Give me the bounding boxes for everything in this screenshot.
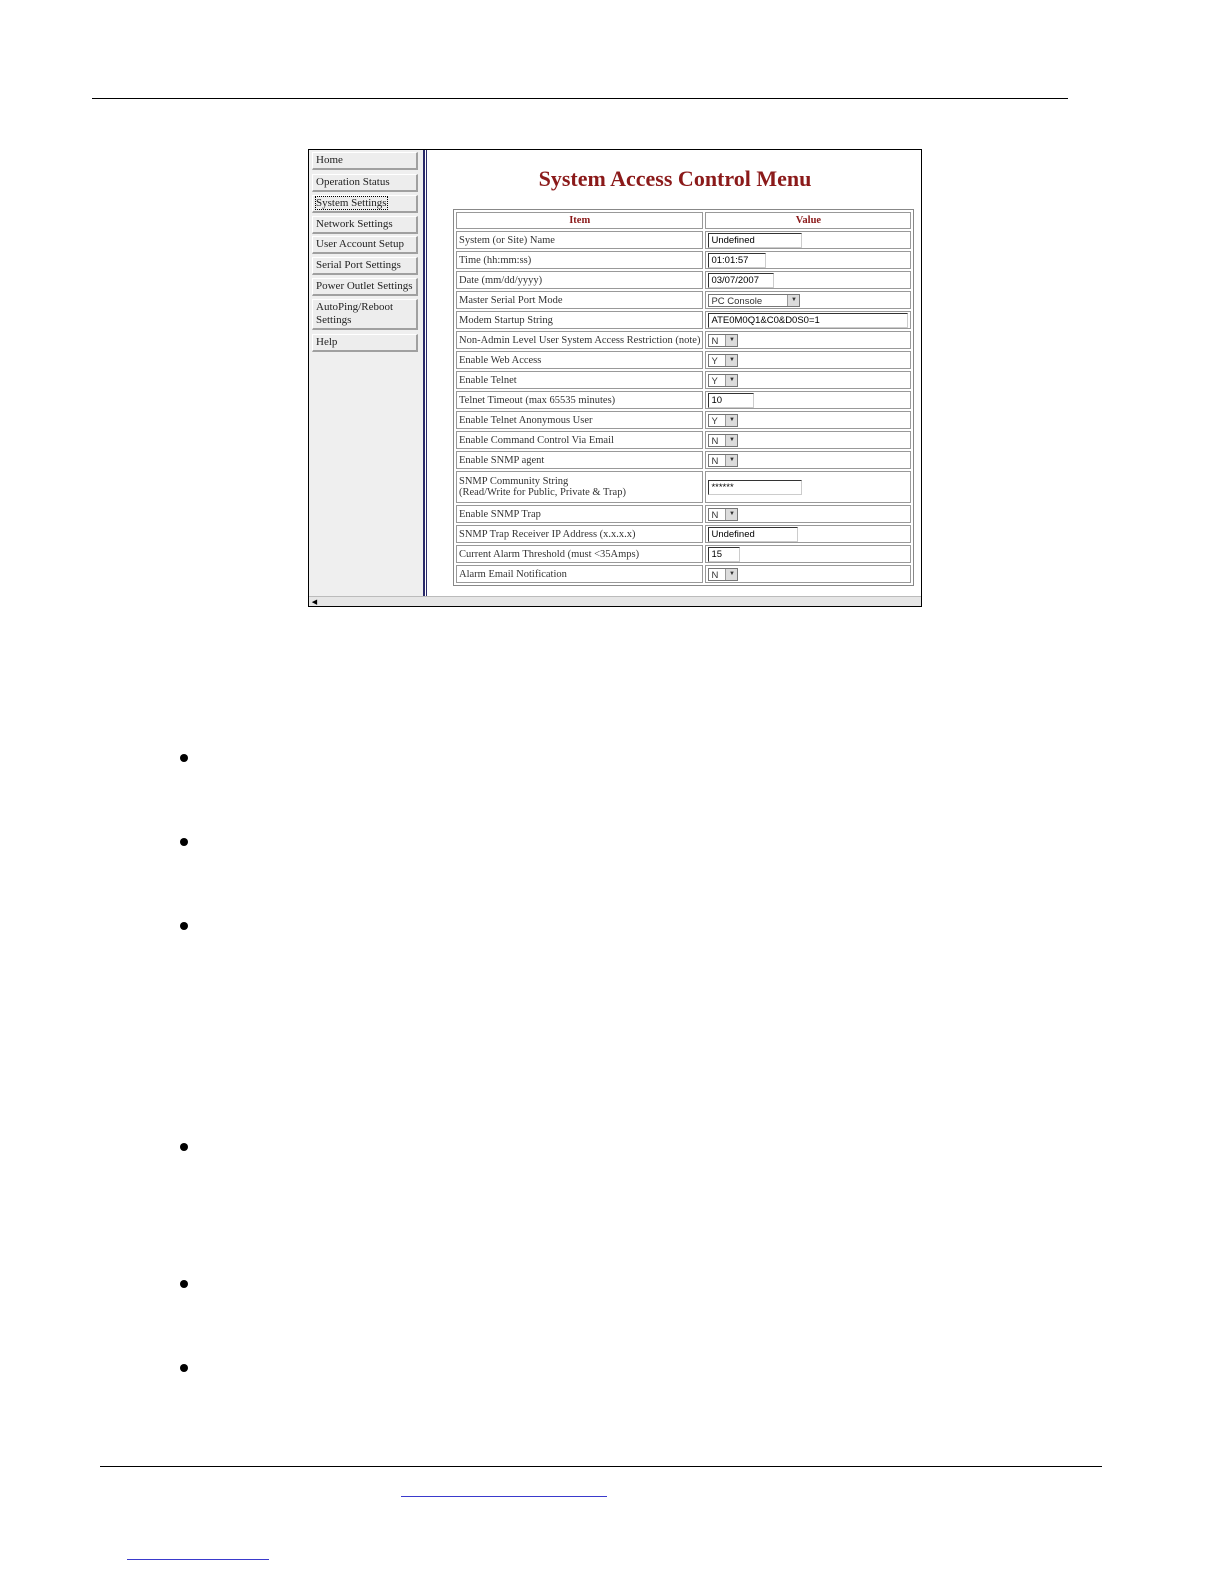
setting-select-value: N <box>711 569 719 581</box>
header-rule <box>92 98 1068 99</box>
setting-label-cell <box>456 311 703 329</box>
setting-label: Enable Command Control Via Email <box>459 434 614 446</box>
setting-label: Modem Startup String <box>459 314 553 326</box>
setting-input[interactable]: 03/07/2007 <box>708 273 774 288</box>
settings-table <box>453 209 914 586</box>
nav-system-settings[interactable]: System Settings <box>312 195 418 213</box>
bullet-point <box>180 754 188 762</box>
setting-select[interactable] <box>708 454 738 467</box>
setting-input[interactable]: ATE0M0Q1&C0&D0S0=1 <box>708 313 908 328</box>
table-row <box>456 391 911 409</box>
footer-rule <box>100 1466 1102 1467</box>
table-row <box>456 251 911 269</box>
setting-label: Master Serial Port Mode <box>459 294 563 306</box>
page-title: System Access Control Menu <box>538 166 812 191</box>
setting-label-cell <box>456 231 703 249</box>
setting-select[interactable] <box>708 294 800 307</box>
setting-input[interactable]: Undefined <box>708 527 798 542</box>
chevron-down-icon[interactable]: ▼ <box>725 569 737 580</box>
setting-label: Enable Telnet Anonymous User <box>459 414 593 426</box>
setting-input[interactable]: 10 <box>708 393 754 408</box>
setting-select[interactable] <box>708 354 738 367</box>
table-row <box>456 291 911 309</box>
setting-select-value: Y <box>711 415 718 427</box>
table-row <box>456 231 911 249</box>
setting-value-cell <box>705 331 911 349</box>
setting-value-cell <box>705 391 911 409</box>
setting-label: SNMP Trap Receiver IP Address (x.x.x.x) <box>459 528 636 540</box>
nav-home[interactable]: Home <box>312 152 418 170</box>
table-row <box>456 451 911 469</box>
horizontal-scrollbar[interactable] <box>309 596 921 607</box>
setting-input[interactable]: ****** <box>708 480 802 495</box>
setting-input[interactable]: Undefined <box>708 233 802 248</box>
footer-link-underline[interactable] <box>127 1559 269 1560</box>
setting-label-cell <box>456 351 703 369</box>
setting-label-cell <box>456 411 703 429</box>
setting-select[interactable] <box>708 568 738 581</box>
bullet-point <box>180 922 188 930</box>
setting-label: System (or Site) Name <box>459 234 555 246</box>
bullet-point <box>180 838 188 846</box>
setting-value-cell <box>705 251 911 269</box>
setting-select[interactable] <box>708 508 738 521</box>
setting-select[interactable] <box>708 374 738 387</box>
setting-value-cell <box>705 505 911 523</box>
frame-divider[interactable] <box>423 150 427 596</box>
chevron-down-icon[interactable]: ▼ <box>725 435 737 446</box>
setting-label-cell <box>456 331 703 349</box>
setting-select-value: N <box>711 335 719 347</box>
nav-serial-port-settings[interactable]: Serial Port Settings <box>312 257 418 275</box>
setting-value-cell <box>705 231 911 249</box>
chevron-down-icon[interactable]: ▼ <box>725 415 737 426</box>
table-row <box>456 565 911 583</box>
table-row <box>456 545 911 563</box>
setting-select[interactable] <box>708 334 738 347</box>
setting-select-value: N <box>711 509 719 521</box>
setting-select-value: Y <box>711 355 718 367</box>
bullet-point <box>180 1143 188 1151</box>
setting-label-cell <box>456 391 703 409</box>
setting-label: Non-Admin Level User System Access Restriction (note) <box>459 334 701 346</box>
bullet-point <box>180 1364 188 1372</box>
setting-value-cell <box>705 565 911 583</box>
setting-value-cell <box>705 451 911 469</box>
setting-value-cell <box>705 545 911 563</box>
setting-value-cell <box>705 411 911 429</box>
setting-label: Telnet Timeout (max 65535 minutes) <box>459 394 616 406</box>
chevron-down-icon[interactable]: ▼ <box>725 375 737 386</box>
chevron-down-icon[interactable]: ▼ <box>725 509 737 520</box>
setting-label-cell <box>456 371 703 389</box>
setting-label: Date (mm/dd/yyyy) <box>459 274 543 286</box>
setting-input[interactable]: 01:01:57 <box>708 253 766 268</box>
setting-label-cell <box>456 505 703 523</box>
footer-link-underline[interactable] <box>401 1496 607 1497</box>
setting-label-cell <box>456 251 703 269</box>
setting-value-cell <box>705 471 911 503</box>
setting-value-cell <box>705 525 911 543</box>
setting-select[interactable] <box>708 434 738 447</box>
setting-label: SNMP Community String <box>459 476 569 487</box>
table-row <box>456 271 911 289</box>
table-row <box>456 525 911 543</box>
setting-label-cell <box>456 291 703 309</box>
setting-label: Current Alarm Threshold (must <35Amps) <box>459 548 640 560</box>
setting-label-line2: (Read/Write for Public, Private & Trap) <box>459 487 626 498</box>
nav-network-settings[interactable]: Network Settings <box>312 216 418 234</box>
setting-value-cell <box>705 351 911 369</box>
table-row <box>456 371 911 389</box>
left-navigation <box>309 150 424 596</box>
nav-user-account-setup[interactable]: User Account Setup <box>312 236 418 254</box>
nav-help[interactable]: Help <box>312 334 418 352</box>
setting-label: Enable SNMP agent <box>459 454 545 466</box>
setting-label: Enable Telnet <box>459 374 517 386</box>
setting-input[interactable]: 15 <box>708 547 740 562</box>
table-row <box>456 471 911 503</box>
setting-value-cell <box>705 271 911 289</box>
table-row <box>456 351 911 369</box>
scroll-left-arrow-icon[interactable]: ◀ <box>311 598 318 606</box>
setting-value-cell <box>705 291 911 309</box>
bullet-point <box>180 1280 188 1288</box>
column-header-item: Item <box>456 212 703 229</box>
setting-label-cell <box>456 545 703 563</box>
setting-select-value: N <box>711 435 719 447</box>
setting-label-cell <box>456 271 703 289</box>
table-row <box>456 431 911 449</box>
chevron-down-icon[interactable]: ▼ <box>787 295 799 306</box>
chevron-down-icon[interactable]: ▼ <box>725 455 737 466</box>
main-content <box>429 150 921 596</box>
setting-select-value: PC Console <box>711 295 763 307</box>
setting-select-value: Y <box>711 375 718 387</box>
setting-select-value: N <box>711 455 719 467</box>
setting-label-cell <box>456 431 703 449</box>
setting-label: Enable Web Access <box>459 354 542 366</box>
setting-label-cell <box>456 525 703 543</box>
table-header-row <box>456 212 911 229</box>
setting-select[interactable] <box>708 414 738 427</box>
setting-label-cell <box>456 565 703 583</box>
column-header-value: Value <box>705 212 911 229</box>
setting-value-cell <box>705 371 911 389</box>
chevron-down-icon[interactable]: ▼ <box>725 335 737 346</box>
embedded-screenshot <box>308 149 922 607</box>
nav-autoping-reboot-settings[interactable]: AutoPing/Reboot Settings <box>312 299 418 330</box>
setting-label: Time (hh:mm:ss) <box>459 254 532 266</box>
setting-value-cell <box>705 311 911 329</box>
chevron-down-icon[interactable]: ▼ <box>725 355 737 366</box>
nav-operation-status[interactable]: Operation Status <box>312 174 418 192</box>
nav-power-outlet-settings[interactable]: Power Outlet Settings <box>312 278 418 296</box>
setting-label: Alarm Email Notification <box>459 568 567 580</box>
setting-label-cell <box>456 451 703 469</box>
table-row <box>456 505 911 523</box>
setting-value-cell <box>705 431 911 449</box>
table-row <box>456 331 911 349</box>
setting-label-cell <box>456 471 703 503</box>
setting-label: Enable SNMP Trap <box>459 508 541 520</box>
table-row <box>456 411 911 429</box>
table-row <box>456 311 911 329</box>
